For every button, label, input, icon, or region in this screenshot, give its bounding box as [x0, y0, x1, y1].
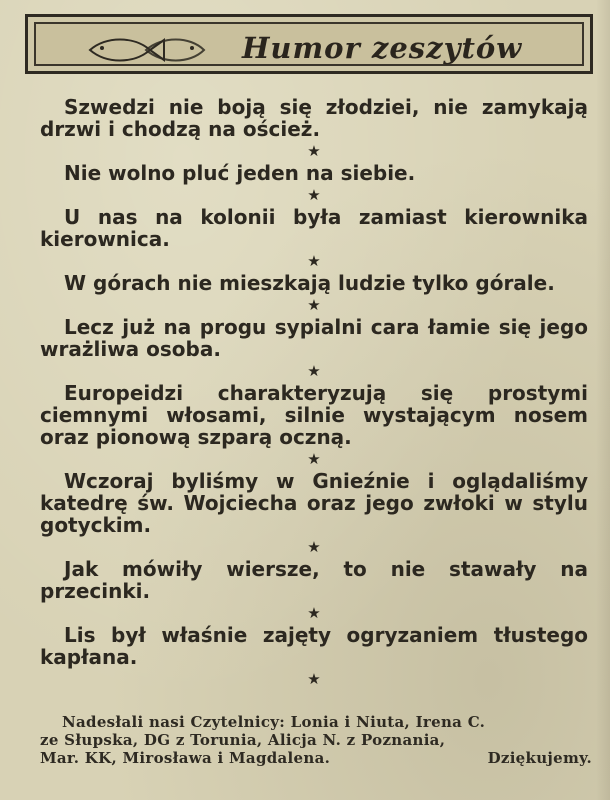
page-edge-shadow — [596, 0, 610, 800]
joke-item: W górach nie mieszkają ludzie tylko górale. — [64, 271, 555, 295]
star-separator: ★ — [307, 296, 321, 314]
thanks-text: Dziękujemy. — [487, 749, 592, 767]
star-separator: ★ — [307, 186, 321, 204]
jokes-list — [40, 96, 588, 690]
joke-item: Europeidzi charakteryzują się prostymi ciemnymi włosami, silnie wystającym nosem oraz pionową szparą oczną. — [40, 381, 588, 449]
star-separator: ★ — [307, 604, 321, 622]
star-separator: ★ — [307, 670, 321, 688]
star-separator: ★ — [307, 450, 321, 468]
joke-item: Lecz już na progu sypialni cara łamie się jego wrażliwa osoba. — [40, 315, 588, 361]
star-separator: ★ — [307, 252, 321, 270]
joke-item: Nie wolno pluć jeden na siebie. — [64, 161, 416, 185]
joke-item: Wczoraj byliśmy w Gnieźnie i oglądaliśmy katedrę św. Wojciecha oraz jego zwłoki w stylu gotyckim. — [40, 469, 588, 537]
contributors-line: Nadesłali nasi Czytelnicy: Lonia i Niuta, Irena C. — [62, 713, 486, 731]
contributors-line-last — [40, 749, 592, 767]
joke-item: Lis był właśnie zajęty ogryzaniem tłustego kapłana. — [40, 623, 588, 669]
column-header — [25, 14, 593, 74]
joke-item: Jak mówiły wiersze, to nie stawały na przecinki. — [40, 557, 588, 603]
contributors-line: Mar. KK, Mirosława i Magdalena. — [40, 749, 331, 767]
contributors-line: ze Słupska, DG z Torunia, Alicja N. z Poznania, — [40, 731, 446, 749]
star-separator: ★ — [307, 362, 321, 380]
fish-icon — [84, 32, 212, 68]
column-header-inner — [34, 22, 584, 66]
column-title: Humor zeszytów — [242, 31, 523, 65]
contributors-note — [40, 713, 592, 767]
star-separator: ★ — [307, 538, 321, 556]
joke-item: Szwedzi nie boją się złodziei, nie zamykają drzwi i chodzą na oścież. — [40, 95, 588, 141]
joke-item: U nas na kolonii była zamiast kierownika kierownica. — [40, 205, 588, 251]
star-separator: ★ — [307, 142, 321, 160]
